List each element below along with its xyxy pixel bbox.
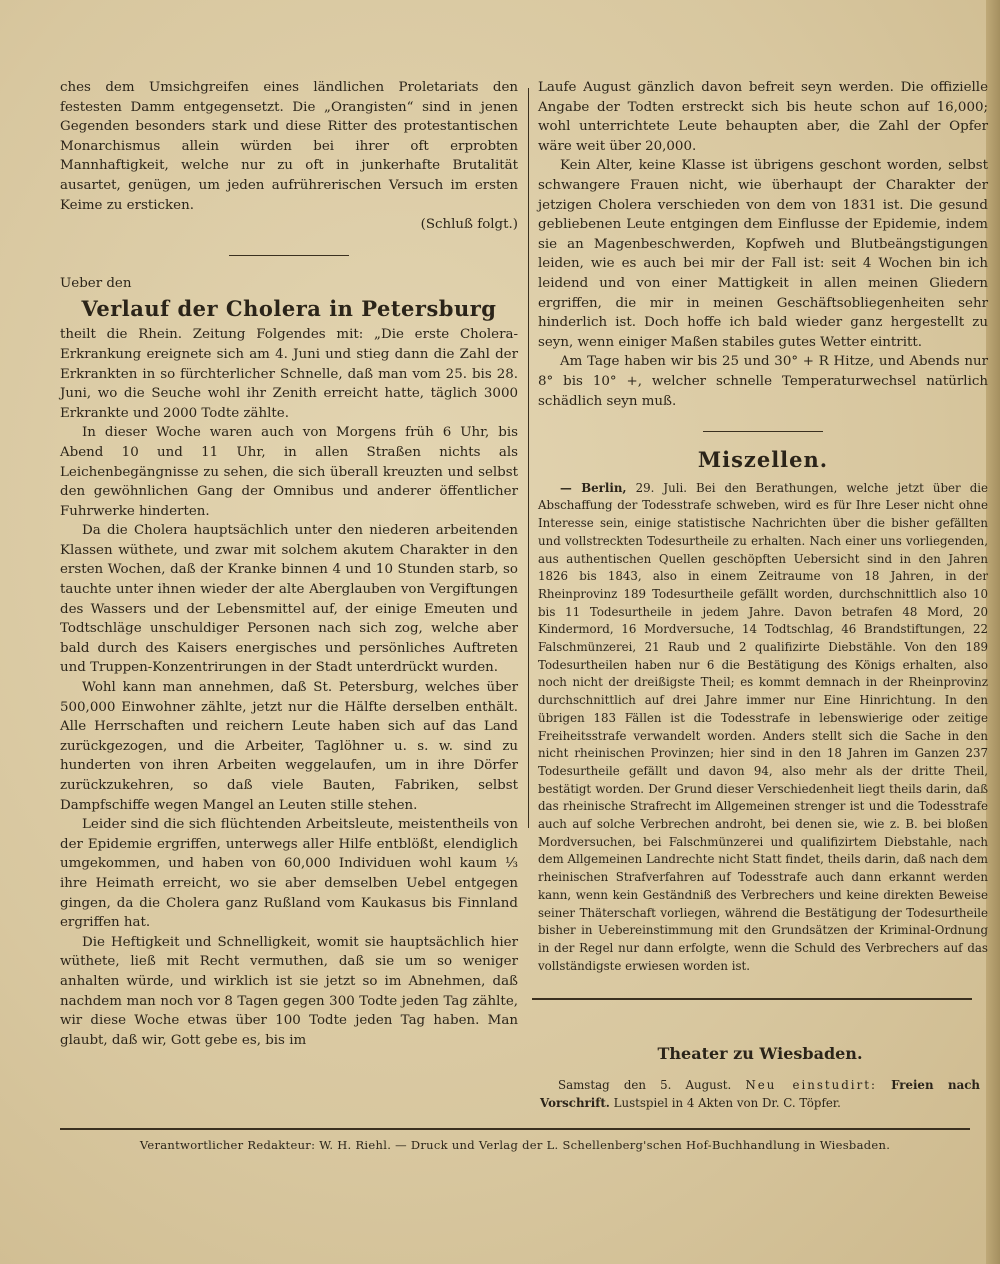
article-paragraph: Da die Cholera hauptsächlich unter den niederen arbeitenden Klassen wüthete, und zwar mit solchem akutem Charakter in den ersten Wochen, daß der Kranke binnen 4 und 10 Stunden starb, so tauchte unter ihnen wieder der alte Aberglauben von Vergiftungen des Wassers und der Lebensmittel auf, der einige Emeuten und Todtschläge unschuldiger Personen nach sich zog, welche aber bald durch des Kaisers energisches und persönliches Auftreten und Truppen-Konzentrirungen in der Stadt unterdrückt wurden. bbox=[60, 523, 518, 676]
performance-day: Samstag den 5. August. bbox=[558, 1078, 732, 1092]
to-be-continued: (Schluß folgt.) bbox=[420, 217, 518, 233]
imprint: Verantwortlicher Redakteur: W. H. Riehl. — Druck und Verlag der L. Schellenberg'schen Hof-Buchhandlung in Wiesbaden. bbox=[139, 1138, 891, 1152]
article-paragraph: Die Heftigkeit und Schnelligkeit, womit sie hauptsächlich hier wüthete, ließ mit Recht vermuthen, daß sie um so weniger anhalten würde, und wirklich ist sie jetzt so im Abnehmen, daß nachdem man noch vor 8 Tagen gegen 300 Todte jeden Tag zählte, wir diese Woche etwas über 100 Todte jeden Tag haben. Man glaubt, daß wir, Gott gebe es, bis im bbox=[60, 934, 518, 1048]
article-paragraph: In dieser Woche waren auch von Morgens früh 6 Uhr, bis Abend 10 und 11 Uhr, in allen Straßen nichts als Leichenbegängnisse zu sehen, die sich überall kreuzten und selbst den gewöhnlichen Gang der Omnibus und anderer öffentlicher Fuhrwerke hinderten. bbox=[60, 425, 518, 519]
right-column bbox=[538, 78, 988, 975]
article-paragraph: Kein Alter, keine Klasse ist übrigens geschont worden, selbst schwangere Frauen nicht, wie überhaupt der Charakter der jetzigen Cholera verschieden von dem von 1831 ist. Die gesund gebliebenen Leute entgingen dem Einflusse der Epidemie, indem sie an Magenbeschwerden, Kopfweh und Blutbeängstigungen leiden, wie es auch bei mir der Fall ist: seit 4 Wochen bin ich leidend und von einer Mattigkeit in allen meinen Gliedern ergriffen, die mir in meinen Geschäftsobliegenheiten sehr hinderlich ist. Doch hoffe ich bald wieder ganz hergestellt zu seyn, wenn einiger Maßen stabiles gutes Wetter eintritt. bbox=[538, 158, 988, 350]
adjacent-page-edge bbox=[986, 0, 1000, 1264]
section-divider bbox=[703, 431, 823, 432]
article-paragraph: Leider sind die sich flüchtenden Arbeitsleute, meistentheils von der Epidemie ergriffen, unterwegs aller Hilfe entblößt, elendiglich umgekommen, und haben von 60,000 Individuen wohl kaum ⅓ ihre Heimath erreicht, wo sie aber demselben Uebel entgegen gingen, da die Cholera ganz Rußland vom Kaukasus bis Finnland ergriffen hat. bbox=[60, 817, 518, 931]
section-title: Miszellen. bbox=[697, 447, 829, 473]
theater-title: Theater zu Wiesbaden. bbox=[657, 1044, 863, 1063]
column-divider bbox=[528, 88, 529, 828]
section-divider bbox=[532, 998, 972, 1000]
paragraph-continued: ches dem Umsichgreifen eines ländlichen Proletariats den festesten Damm entgegensetzt. Die „Orangisten“ sind in jenen Gegenden besonders stark und diese Ritter des protestantischen Monarchismus allein würden bei ihrer oft erprobten Mannhaftigkeit, welche nur zu oft in junkerhafte Brutalität ausartet, genügen, um jeden aufrührerischen Versuch im ersten Keime zu ersticken. bbox=[60, 80, 518, 213]
article-paragraph: Am Tage haben wir bis 25 und 30° + R Hitze, und Abends nur 8° bis 10° +, welcher schnelle Temperaturwechsel natürlich schädlich seyn muß. bbox=[538, 354, 988, 409]
dateline: — Berlin, bbox=[560, 480, 627, 495]
article-paragraph: theilt die Rhein. Zeitung Folgendes mit: „Die erste Cholera-Erkrankung ereignete sich am 4. Juni und stieg dann die Zahl der Erkrankten in so fürchterlicher Schnelle, daß man vom 25. bis 28. Juni, wo die Seuche wohl ihr Zenith erreicht hatte, täglich 3000 Erkrankte und 2000 Todte zählte. bbox=[60, 327, 518, 421]
left-column bbox=[60, 78, 518, 1050]
misc-body: Bei den Berathungen, welche jetzt über die Abschaffung der Todesstrafe schweben, wird es für Ihre Leser nicht ohne Interesse sein, einige statistische Nachrichten über die bisher gefällten und vollstreckten Todesurtheile zu erhalten. Nach einer uns vorliegenden, aus authentischen Quellen geschöpften Uebersicht sind in den Jahren 1826 bis 1843, also in einem Zeitraume von 18 Jahren, in der Rheinprovinz 189 Todesurtheile gefällt worden, durchschnittlich also 10 bis 11 Todesurtheile in jedem Jahre. Davon betrafen 48 Mord, 20 Kindermord, 16 Mordversuche, 14 Todtschlag, 46 Brandstiftungen, 22 Falschmünzerei, 21 Raub und 2 qualifizirte Diebstähle. Von den 189 Todesurtheilen haben nur 6 die Bestätigung des Königs erhalten, also noch nicht der dreißigste Theil; es kommt demnach in der Rheinprovinz durchschnittlich auf drei Jahre immer nur Eine Hinrichtung. In den übrigen 183 Fällen ist die Todesstrafe in lebenswierige oder zeitige Freiheitsstrafe verwandelt worden. Anders stellt sich die Sache in den nicht rheinischen Provinzen; hier sind in den 18 Jahren im Ganzen 237 Todesurtheile gefällt und davon 94, also mehr als der dritte Theil, bestätigt worden. Der Grund dieser Verschiedenheit liegt theils darin, daß das rheinische Strafrecht im Allgemeinen strenger ist und die Todesstrafe auch auf solche Verbrechen androht, bei denen sie, wie z. B. bei bloßen Mordversuchen, bei Falschmünzerei und qualifizirtem Diebstahle, nach dem Allgemeinen Landrechte nicht Statt findet, theils darin, daß nach dem rheinischen Strafverfahren auf Todesstrafe auch dann erkannt werden kann, wenn kein Geständniß des Verbrechers und keine direkten Beweise seiner Thäterschaft vorliegen, während die Bestätigung der Todesurtheile bisher in Uebereinstimmung mit den Grundsätzen der Kriminal-Ordnung in der Regel nur dann erfolgte, wenn die Schuld des Verbrechers auf das vollständigste erwiesen worden ist. bbox=[538, 480, 989, 973]
play-title: Freien nach Vorschrift. bbox=[540, 1078, 980, 1110]
article-title: Verlauf der Cholera in Petersburg bbox=[81, 296, 497, 322]
article-paragraph: Wohl kann man annehmen, daß St. Petersburg, welches über 500,000 Einwohner zählte, jetzt nur die Hälfte derselben enthält. Alle Herrschaften und reichern Leute haben sich auf das Land zurückgezogen, und die Arbeiter, Taglöhner u. s. w. sind zu hunderten von ihren Arbeiten weggelaufen, um in ihre Dörfer zurückzukehren, so daß viele Bauten, Fabriken, selbst Dampfschiffe wegen Mangel an Leuten stille stehen. bbox=[60, 680, 518, 813]
play-description: Lustspiel in 4 Akten von Dr. C. Töpfer. bbox=[613, 1095, 841, 1110]
article-intro: Ueber den bbox=[60, 275, 132, 291]
theater-notice bbox=[540, 1044, 980, 1112]
article-paragraph: Laufe August gänzlich davon befreit seyn werden. Die offizielle Angabe der Todten erstreckt sich bis heute schon auf 16,000; wohl unterrichtete Leute behaupten aber, die Zahl der Opfer wäre weit über 20,000. bbox=[538, 80, 988, 154]
misc-article bbox=[538, 480, 988, 976]
date: 29. Juli. bbox=[635, 480, 687, 495]
section-divider bbox=[229, 255, 349, 256]
theater-listing bbox=[540, 1077, 980, 1112]
new-label: Neu einstudirt: bbox=[745, 1078, 877, 1092]
footer-divider bbox=[60, 1128, 970, 1130]
